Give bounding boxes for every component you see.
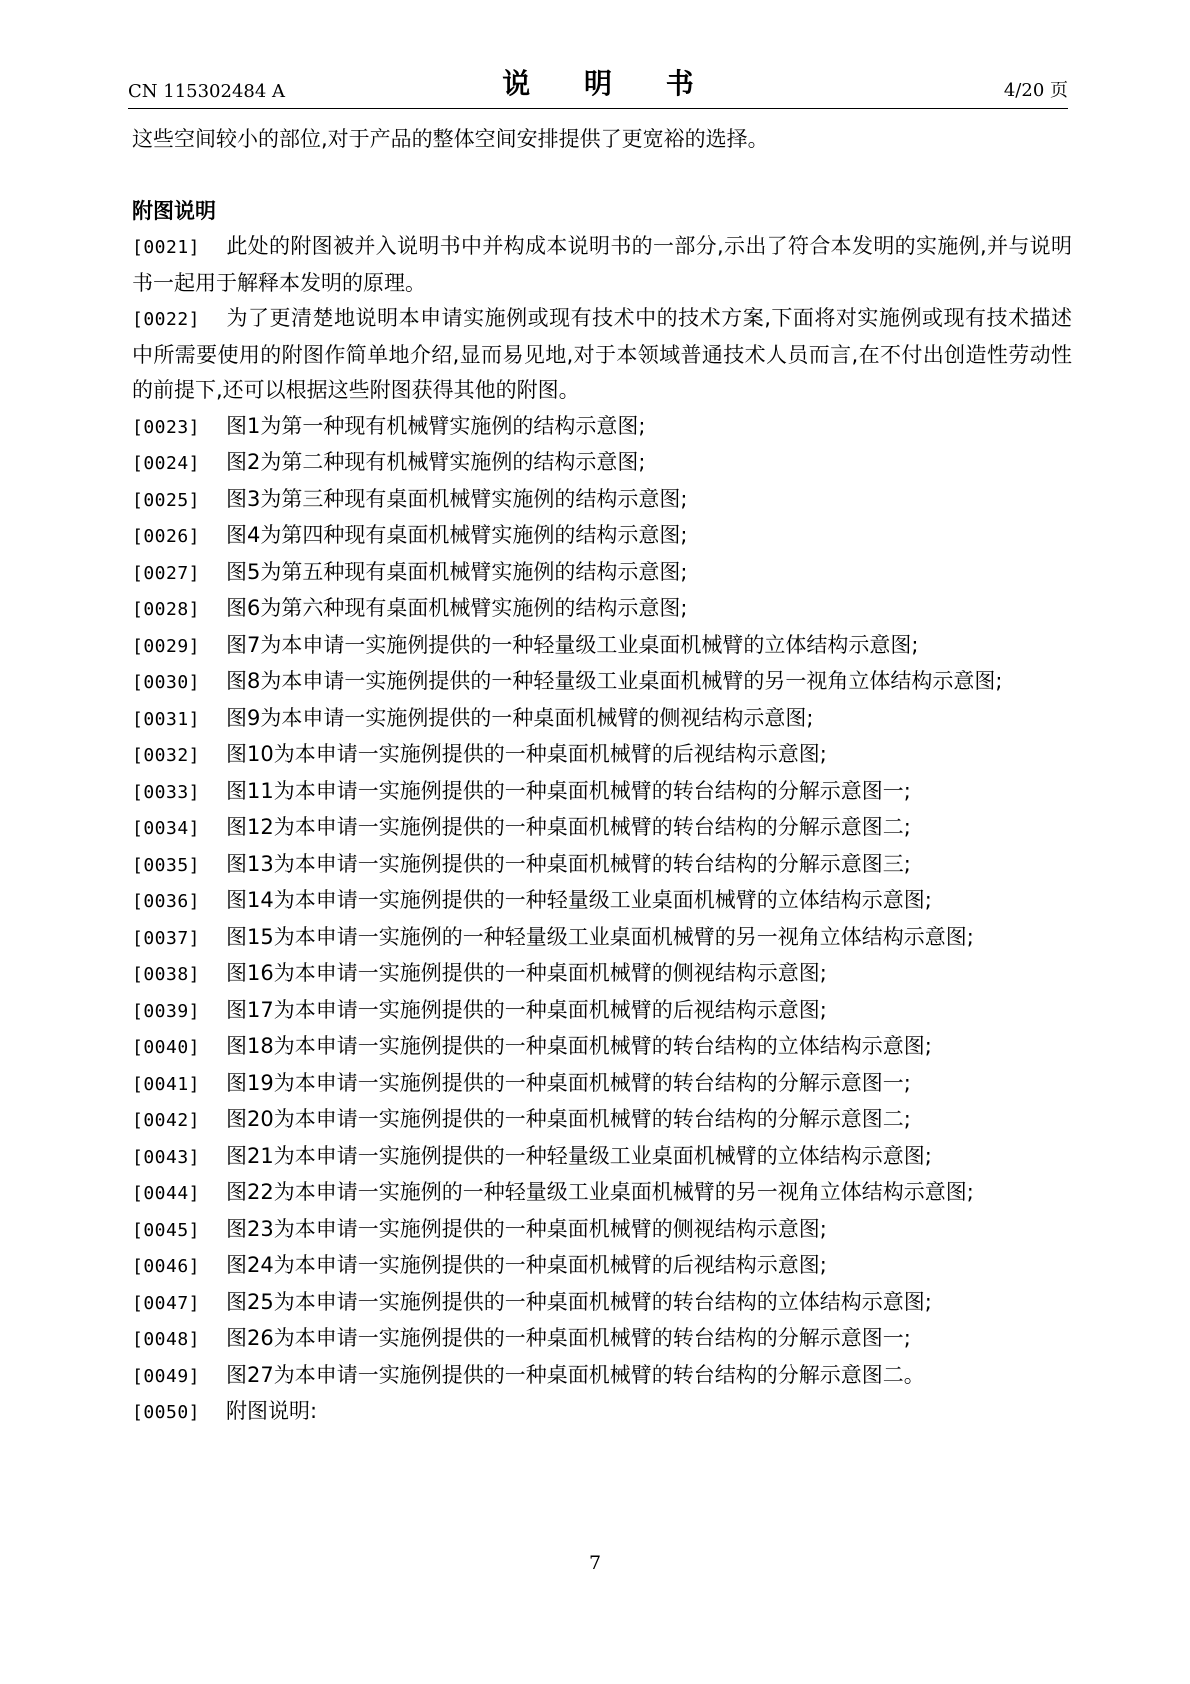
paragraph [132, 628, 1072, 665]
paragraph [132, 1358, 1072, 1395]
paragraph-text: 图20为本申请一实施例提供的一种桌面机械臂的转台结构的分解示意图二; [226, 1107, 911, 1131]
paragraph-text: 图5为第五种现有桌面机械臂实施例的结构示意图; [226, 559, 688, 584]
paragraph-number: [0045] [132, 1219, 201, 1241]
paragraph-text: 图22为本申请一实施例的一种轻量级工业桌面机械臂的另一视角立体结构示意图; [226, 1180, 974, 1204]
paragraph-number: [0031] [132, 708, 201, 730]
paragraph-text: 此处的附图被并入说明书中并构成本说明书的一部分,示出了符合本发明的实施例,并与说明书一起用于解释本发明的原理。 [132, 234, 1072, 295]
paragraph [132, 518, 1072, 555]
paragraph-number: [0035] [132, 854, 201, 876]
paragraph-number: [0039] [132, 1000, 201, 1022]
paragraph [132, 229, 1072, 301]
paragraph-text: 图13为本申请一实施例提供的一种桌面机械臂的转台结构的分解示意图三; [226, 851, 911, 876]
paragraph-number: [0030] [132, 672, 201, 693]
paragraph-number: [0042] [132, 1110, 201, 1131]
paragraph-number: [0047] [132, 1292, 201, 1314]
paragraph [132, 664, 1072, 701]
paragraph [132, 301, 1072, 409]
paragraph-text: 图7为本申请一实施例提供的一种轻量级工业桌面机械臂的立体结构示意图; [226, 632, 919, 657]
paragraph [132, 847, 1072, 884]
page-number: 7 [588, 1552, 602, 1574]
paragraph-text: 图26为本申请一实施例提供的一种桌面机械臂的转台结构的分解示意图一; [226, 1326, 911, 1350]
paragraph-text: 图11为本申请一实施例提供的一种桌面机械臂的转台结构的分解示意图一; [226, 778, 911, 803]
paragraph-text: 图18为本申请一实施例提供的一种桌面机械臂的转台结构的立体结构示意图; [226, 1034, 932, 1058]
paragraph-number: [0046] [132, 1256, 201, 1277]
paragraph [132, 920, 1072, 957]
paragraph [132, 1139, 1072, 1176]
paragraph-text: 图25为本申请一实施例提供的一种桌面机械臂的转台结构的立体结构示意图; [226, 1289, 932, 1314]
paragraph-text: 图19为本申请一实施例提供的一种桌面机械臂的转台结构的分解示意图一; [226, 1070, 911, 1095]
paragraph-number: [0034] [132, 818, 201, 839]
paragraph-text: 图16为本申请一实施例提供的一种桌面机械臂的侧视结构示意图; [226, 961, 827, 985]
paragraph-text: 图12为本申请一实施例提供的一种桌面机械臂的转台结构的分解示意图二; [226, 815, 911, 839]
paragraph-number: [0028] [132, 599, 201, 620]
paragraph-text: 附图说明: [226, 1399, 318, 1423]
paragraph-number: [0043] [132, 1146, 201, 1168]
paragraph-number: [0022] [132, 309, 201, 330]
paragraph-text: 图15为本申请一实施例的一种轻量级工业桌面机械臂的另一视角立体结构示意图; [226, 924, 974, 949]
paragraph-number: [0032] [132, 745, 201, 766]
paragraph [132, 482, 1072, 519]
paragraph-number: [0036] [132, 891, 201, 912]
paragraph-text: 图23为本申请一实施例提供的一种桌面机械臂的侧视结构示意图; [226, 1216, 827, 1241]
paragraph-number: [0027] [132, 562, 201, 584]
publication-number: CN 115302484 A [128, 81, 286, 102]
intro-line: 这些空间较小的部位,对于产品的整体空间安排提供了更宽裕的选择。 [132, 127, 769, 151]
paragraph [132, 1212, 1072, 1249]
paragraph [132, 445, 1072, 482]
paragraph [132, 1175, 1072, 1212]
paragraph-number: [0026] [132, 526, 201, 547]
paragraph [132, 1394, 1072, 1431]
paragraph-text: 图9为本申请一实施例提供的一种桌面机械臂的侧视结构示意图; [226, 705, 814, 730]
section-heading: 附图说明 [132, 198, 216, 223]
paragraph-text: 图8为本申请一实施例提供的一种轻量级工业桌面机械臂的另一视角立体结构示意图; [226, 669, 1003, 693]
paragraph-number: [0023] [132, 416, 201, 438]
paragraph-number: [0029] [132, 635, 201, 657]
paragraph [132, 1285, 1072, 1322]
paragraph-text: 图17为本申请一实施例提供的一种桌面机械臂的后视结构示意图; [226, 997, 827, 1022]
paragraph-list [132, 229, 1072, 1431]
paragraph [132, 883, 1072, 920]
paragraph-number: [0033] [132, 781, 201, 803]
paragraph-text: 图1为第一种现有机械臂实施例的结构示意图; [226, 413, 646, 438]
paragraph-text: 图21为本申请一实施例提供的一种轻量级工业桌面机械臂的立体结构示意图; [226, 1143, 932, 1168]
paragraph [132, 1321, 1072, 1358]
paragraph-text: 图27为本申请一实施例提供的一种桌面机械臂的转台结构的分解示意图二。 [226, 1362, 925, 1387]
paragraph-text: 图14为本申请一实施例提供的一种轻量级工业桌面机械臂的立体结构示意图; [226, 888, 932, 912]
page-header [128, 62, 1068, 109]
paragraph-number: [0049] [132, 1365, 201, 1387]
paragraph [132, 810, 1072, 847]
paragraph-text: 图6为第六种现有桌面机械臂实施例的结构示意图; [226, 596, 688, 620]
document-body [132, 122, 1072, 1431]
paragraph [132, 1102, 1072, 1139]
paragraph-number: [0048] [132, 1329, 201, 1350]
paragraph-text: 图24为本申请一实施例提供的一种桌面机械臂的后视结构示意图; [226, 1253, 827, 1277]
paragraph-text: 图2为第二种现有机械臂实施例的结构示意图; [226, 450, 646, 474]
paragraph-number: [0038] [132, 964, 201, 985]
paragraph-number: [0040] [132, 1037, 201, 1058]
paragraph [132, 1066, 1072, 1103]
paragraph [132, 591, 1072, 628]
page-indicator: 4/20 页 [1003, 80, 1068, 101]
paragraph [132, 993, 1072, 1030]
paragraph [132, 701, 1072, 738]
paragraph [132, 1029, 1072, 1066]
paragraph-text: 为了更清楚地说明本申请实施例或现有技术中的技术方案,下面将对实施例或现有技术描述中所需要使用的附图作简单地介绍,显而易见地,对于本领域普通技术人员而言,在不付出创造性劳动性的前提下,还可以根据这些附图获得其他的附图。 [132, 306, 1072, 402]
paragraph [132, 737, 1072, 774]
paragraph [132, 774, 1072, 811]
paragraph [132, 956, 1072, 993]
paragraph-number: [0024] [132, 453, 201, 474]
paragraph-number: [0021] [132, 237, 201, 258]
paragraph [132, 1248, 1072, 1285]
paragraph-text: 图4为第四种现有桌面机械臂实施例的结构示意图; [226, 523, 688, 547]
paragraph [132, 409, 1072, 446]
paragraph-text: 图3为第三种现有桌面机械臂实施例的结构示意图; [226, 486, 688, 511]
document-title: 说 明 书 [502, 67, 716, 100]
paragraph-number: [0050] [132, 1402, 201, 1423]
paragraph [132, 555, 1072, 592]
paragraph-text: 图10为本申请一实施例提供的一种桌面机械臂的后视结构示意图; [226, 742, 827, 766]
paragraph-number: [0044] [132, 1183, 201, 1204]
paragraph-number: [0025] [132, 489, 201, 511]
paragraph-number: [0041] [132, 1073, 201, 1095]
paragraph-number: [0037] [132, 927, 201, 949]
